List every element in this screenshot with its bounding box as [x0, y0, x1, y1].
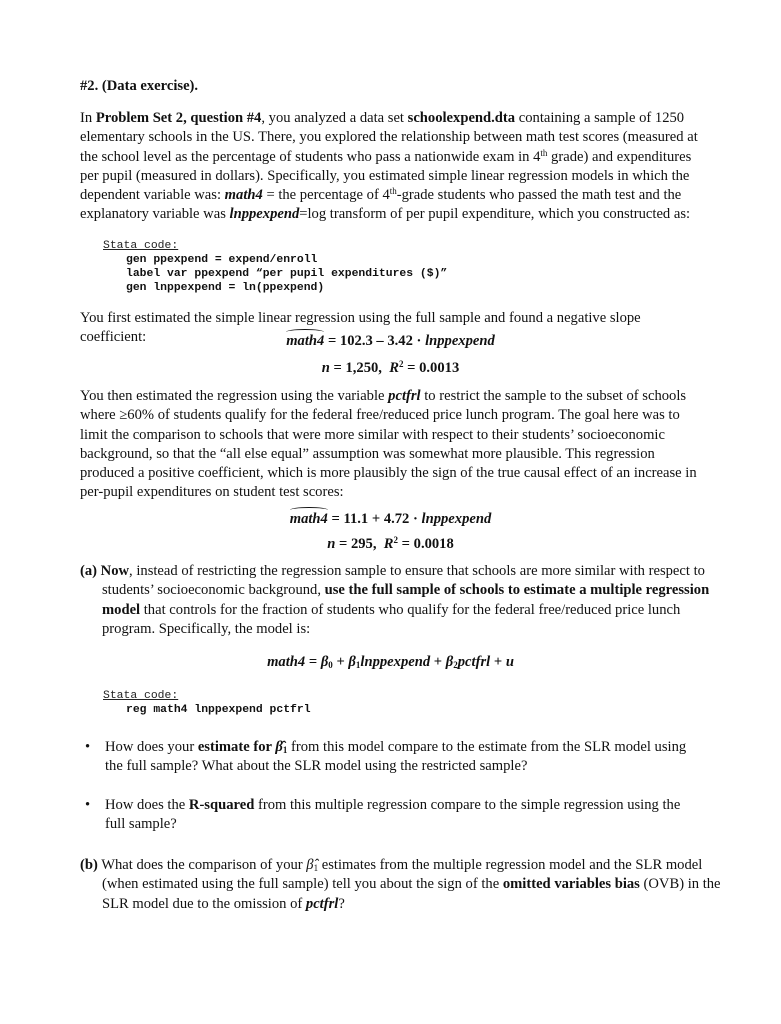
- code-line: gen ppexpend = expend/enroll: [126, 254, 318, 266]
- problem-set-reference: Problem Set 2, question #4: [95, 110, 262, 126]
- beta-hat-symbol: β̂: [306, 857, 314, 873]
- part-a-label: (a) Now: [80, 563, 130, 579]
- math4-hat: math4: [289, 511, 328, 527]
- restricted-sample-paragraph: You then estimated the regression using the variable pctfrl to restrict the sample to the subset of schools where ≥60% of students qualify for the federal free/reduced price lunch program. The goal here was to limit the comparison to schools that were more similar with respect to their students’ socioeconomic background, so that the “all else equal” assumption was somewhat more plausible. This regression produced a positive coefficient, which is more plausibly the sign of the true causal effect of an increase in per-pupil expenditures on student test scores:: [80, 388, 697, 501]
- document-page: #2. (Data exercise). In Problem Set 2, question #4, you analyzed a data set schoolexpend.dta containing a sample of 1250 elementary schools in the US. There, you explored the relationship between math test scores (measured at the school level as the percentage of students who pass a nationwide exam in 4th grade) and expenditures per pupil (measured in dollars). Specifically, you estimated simple linear regression models in which the dependent variable was: math4 = the percentage of 4th-grade students who passed the math test and the explanatory variable was lnppexpend=log transform of per pupil expenditure, which you constructed as: Stata code: gen ppexpend = expend/enroll label var ppexpend “per pupil expenditures ($)” gen lnppexpend = ln(ppexpend) You first estimated the simple linear regression using the full sample and found a negative slope coefficient: math4 = 102.3 – 3.42 · lnppexpend n = 1,250, $R^2 = 0.0013$ You then estimated the regression using the variable pctfrl to restrict the sample to the subset of schools where ≥60% of students qualify for the federal free/reduced price lunch program. The goal here was to limit the comparison to schools that were more similar with respect to their students’ socioeconomic background, so that the “all else equal” assumption was somewhat more plausible. This regression produced a positive coefficient, which is more plausibly the sign of the true causal effect of an increase in per-pupil expenditures on student test scores: math4 = 11.1 + 4.72 · lnppexpend n = 295, $R^2 = 0.0018$ (a) Now, instead of restricting the regression sample to ensure that schools are more similar with respect to students’ socioeconomic background, use the full sample of schools to estimate a multiple regression model that controls for the fraction of students who qualify for the federal free/reduced price lunch program. Specifically, the model is: math4 = $\beta_0$ + $\beta_1lnppexpend$ + $\beta_2pctfrl + u$ Stata code: reg math4 lnppexpend pctfrl • How does your estimate for $\betâ_1$ from this model compare to the estimate from the SLR model using the full sample? What about the SLR model using the restricted sample? • How does the R-squared from this multiple regression compare to the simple regression using the full sample? (b) What does the comparison of your $\betâ_1$ estimates from the multiple regression model and the SLR model (when estimated using the full sample) tell you about the sign of the omitted variables bias (OVB) in the SLR model due to the omission of pctfrl?: [0, 0, 781, 1024]
- equation-full-sample: math4 = 102.3 – 3.42 · lnppexpend: [286, 333, 495, 349]
- dataset-name: schoolexpend.dta: [407, 110, 516, 126]
- exercise-title: #2. (Data exercise).: [80, 78, 199, 94]
- part-a-paragraph: (a) Now, instead of restricting the regression sample to ensure that schools are more similar with respect to students’ socioeconomic background, use the full sample of schools to estimate a multiple regression model that controls for the fraction of students who qualify for the federal free/reduced price lunch program. Specifically, the model is:: [80, 563, 710, 637]
- var-pctfrl: pctfrl: [305, 895, 339, 912]
- var-pctfrl: pctfrl: [388, 388, 421, 404]
- code-line: gen lnppexpend = ln(ppexpend): [126, 282, 325, 294]
- var-math4: math4: [224, 187, 263, 204]
- var-lnppexpend: lnppexpend: [229, 206, 300, 223]
- code-label: Stata code:: [103, 690, 179, 702]
- equation-multiple-regression: math4 = $\beta_0$ + $\beta_1lnppexpend$ + $\beta_2pctfrl + u$: [267, 654, 514, 670]
- full-sample-paragraph: You first estimated the simple linear regression using the full sample and found a negative slope coefficient:: [80, 310, 641, 346]
- code-line: reg math4 lnppexpend pctfrl: [126, 704, 311, 716]
- math4-hat: math4: [286, 333, 325, 349]
- stata-code-block-1: [103, 239, 447, 295]
- equation-full-sample-stats: n = 1,250, $R^2 = 0.0013$: [321, 359, 460, 376]
- code-label: Stata code:: [103, 240, 179, 252]
- equation-restricted-sample-stats: n = 295, $R^2 = 0.0018$: [327, 535, 454, 552]
- stata-code-block-2: [103, 689, 311, 717]
- bullet-dot-icon: •: [85, 739, 91, 755]
- equation-restricted-sample: math4 = 11.1 + 4.72 · lnppexpend: [289, 511, 492, 527]
- intro-paragraph: In Problem Set 2, question #4, you analyzed a data set schoolexpend.dta containing a sample of 1250 elementary schools in the US. There, you explored the relationship between math test scores (measured at the school level as the percentage of students who pass a nationwide exam in 4th grade) and expenditures per pupil (measured in dollars). Specifically, you estimated simple linear regression models in which the dependent variable was: math4 = the percentage of 4th-grade students who passed the math test and the explanatory variable was lnppexpend=log transform of per pupil expenditure, which you constructed as:: [80, 110, 698, 223]
- part-b-paragraph: (b) What does the comparison of your $\betâ_1$ estimates from the multiple regression model and the SLR model (when estimated using the full sample) tell you about the sign of the omitted variables bias (OVB) in the SLR model due to the omission of pctfrl?: [80, 857, 721, 912]
- bullet-dot-icon: •: [85, 797, 91, 813]
- beta-hat-symbol: β̂: [275, 739, 283, 755]
- part-b-label: (b): [80, 857, 98, 873]
- code-line: label var ppexpend “per pupil expenditures ($)”: [126, 268, 448, 280]
